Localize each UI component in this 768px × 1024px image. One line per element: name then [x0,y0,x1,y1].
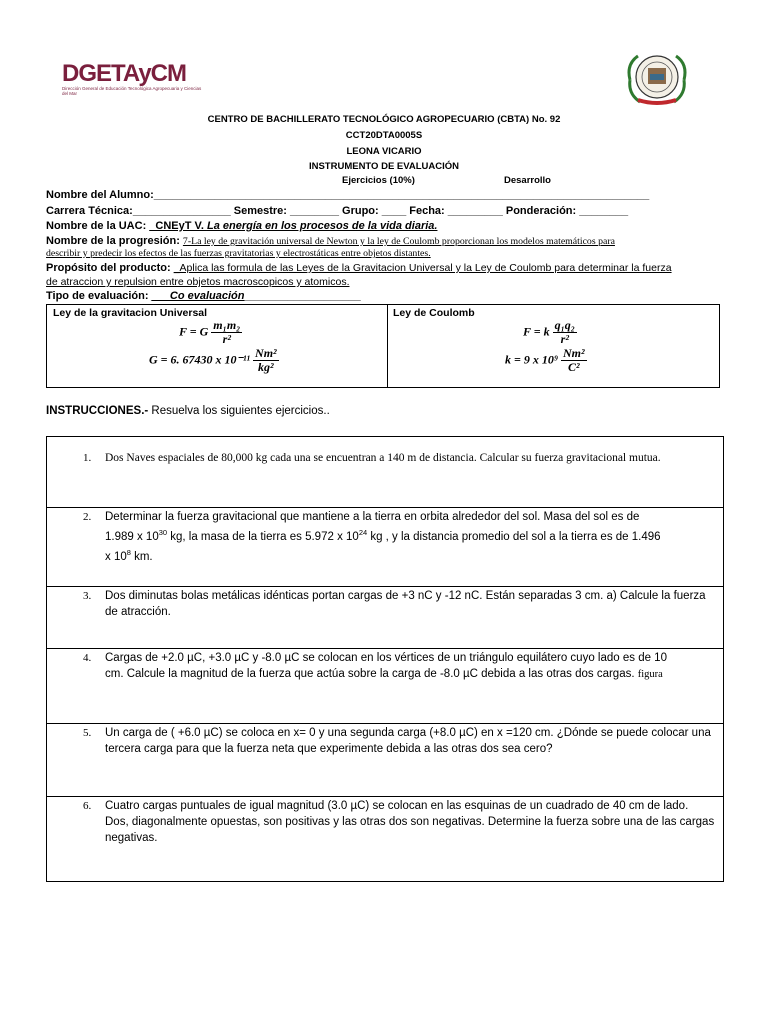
exercise-row [47,508,723,587]
gravitation-lhs: F = G [179,324,209,339]
exercise-text: Dos Naves espaciales de 80,000 kg cada una se encuentran a 140 m de distancia. Calcular su fuerza gravitacional mutua. [105,452,661,464]
k-constant-lhs: k = 9 x 10⁹ [505,352,559,367]
gravitation-denominator: r² [222,332,231,346]
purpose-text-1: _Aplica las formula de las Leyes de la Gravitacion Universal y la Ley de Coulomb para determinar la fuerza [173,262,672,274]
coulomb-constant [505,347,587,374]
progression-label: Nombre de la progresión: [46,235,183,247]
exercises-table [46,436,724,882]
distance-value: x 10 [105,550,127,563]
coulomb-title: Ley de Coulomb [393,307,475,319]
exercise-number: 3. [83,590,92,602]
evaluation-weight: Ejercicios (10%) [342,175,415,186]
gravitation-title: Ley de la gravitacion Universal [53,307,208,319]
purpose-row [46,262,672,274]
exercise-4-line-2-text: cm. Calcule la magnitud de la fuerza que actúa sobre la carga de -8.0 µC debida a las otras dos cargas. [105,668,638,680]
k-constant-numerator: Nm² [563,346,585,360]
evaluation-type-desarrollo: Desarrollo [504,175,551,186]
school-seal-icon [624,50,690,108]
exercise-text: Dos diminutas bolas metálicas idénticas portan cargas de +3 nC y -12 nC. Están separadas 3 cm. a) Calcule la fuerza de atracción. [105,590,706,618]
exercise-row [47,797,723,881]
exercise-number: 5. [83,727,92,739]
evaluation-kind-value: ___Co evaluación [151,290,245,302]
logo-subtitle: Dirección General de Educación Tecnológica Agropecuaria y Ciencias del Mar [62,86,202,96]
sun-mass-exponent: 30 [158,528,168,537]
exercise-text: Un carga de ( +6.0 µC) se coloca en x= 0 y una segunda carga (+8.0 µC) en x =120 cm. ¿Dónde se puede colocar una tercera carga para que la fuerza neta que experimente debida a las otras dos sea cero? [105,727,711,755]
figure-word: figura [637,669,663,680]
uac-code: _CNEyT V. [149,220,207,232]
uac-title: La energía en los procesos de la vida diaria. [206,220,438,232]
progression-text-1: 7-La ley de gravitación universal de Newton y la ley de Coulomb proporcionan los modelos matemáticos para [182,236,615,247]
formula-divider [387,305,388,387]
exercise-text [105,509,715,565]
school-cct: CCT20DTA0005S [345,130,423,141]
logo-brand: DGETAyCM [62,60,186,87]
coulomb-numerator: q₁q₂ [554,318,575,332]
earth-mass: kg, la masa de la tierra es 5.972 x 10 [167,530,359,543]
exercise-number: 2. [83,511,92,523]
uac-label: Nombre de la UAC: [46,220,150,232]
instructions-text: Resuelva los siguientes ejercicios.. [148,405,330,417]
progression-row [46,235,615,247]
exercise-number: 1. [83,452,92,464]
g-constant-numerator: Nm² [255,346,277,360]
dgetaycm-logo [62,62,202,102]
g-constant-denominator: kg² [258,360,274,374]
exercise-2-line-3 [105,545,715,565]
exercise-number: 6. [83,800,92,812]
distance-text: kg , y la distancia promedio del sol a la tierra es de 1.496 [367,530,661,543]
student-name-field: Nombre del Alumno:_________________________________________________________________________________ [46,189,650,201]
purpose-text-2: de atraccion y repulsion entre objetos macroscopicos y atomicos. [46,276,350,288]
progression-text-2: describir y predecir los efectos de las fuerzas gravitatorias y electrostáticas entre objetos distantes. [46,248,431,259]
exercise-4-line-1: Cargas de +2.0 µC, +3.0 µC y -8.0 µC se colocan en los vértices de un triángulo equilátero cuyo lado es de 10 [105,652,667,664]
formula-box [46,304,720,388]
coulomb-lhs: F = k [523,324,550,339]
evaluation-kind-label: Tipo de evaluación: [46,290,152,302]
exercise-row [47,437,723,508]
g-constant-lhs: G = 6. 67430 x 10⁻¹¹ [149,352,251,367]
instructions [46,405,330,417]
sun-mass: 1.989 x 10 [105,530,159,543]
exercise-number: 4. [83,652,92,664]
gravitational-constant [149,347,279,374]
school-campus: LEONA VICARIO [346,146,422,157]
gravitation-formula [179,319,242,346]
evaluation-kind-blank: ___________________ [244,290,361,302]
document-title: INSTRUMENTO DE EVALUACIÓN [308,161,460,172]
evaluation-kind-row [46,290,361,302]
exercise-row [47,587,723,649]
exercise-row [47,649,723,724]
school-name: CENTRO DE BACHILLERATO TECNOLÓGICO AGROPECUARIO (CBTA) No. 92 [207,114,561,125]
exercise-text: Cuatro cargas puntuales de igual magnitud (3.0 µC) se colocan en las esquinas de un cuadrado de 40 cm de lado. Dos, diagonalmente opuestas, son positivas y las otras dos son negativas. Determine la fuerza sobre una de las cargas negativas. [105,800,715,844]
exercise-4-line-2 [105,666,715,683]
distance-exponent: 8 [126,547,131,557]
exercise-text [105,650,715,683]
exercise-2-line-2 [105,525,715,545]
exercise-row [47,724,723,797]
earth-mass-exponent: 24 [358,528,368,537]
purpose-label: Propósito del producto: [46,262,174,274]
k-constant-denominator: C² [568,360,580,374]
coulomb-formula [523,319,577,346]
coulomb-denominator: r² [560,332,569,346]
distance-unit: km. [130,550,153,563]
exercise-2-line-1: Determinar la fuerza gravitacional que mantiene a la tierra en orbita alrededor del sol. Masa del sol es de [105,511,640,523]
instructions-label: INSTRUCCIONES.- [46,405,149,417]
uac-row [46,220,437,232]
career-row: Carrera Técnica:________________ Semestre: ________ Grupo: ____ Fecha: _________ Ponderación: ________ [46,205,629,217]
gravitation-numerator: m₁m₂ [213,318,241,332]
